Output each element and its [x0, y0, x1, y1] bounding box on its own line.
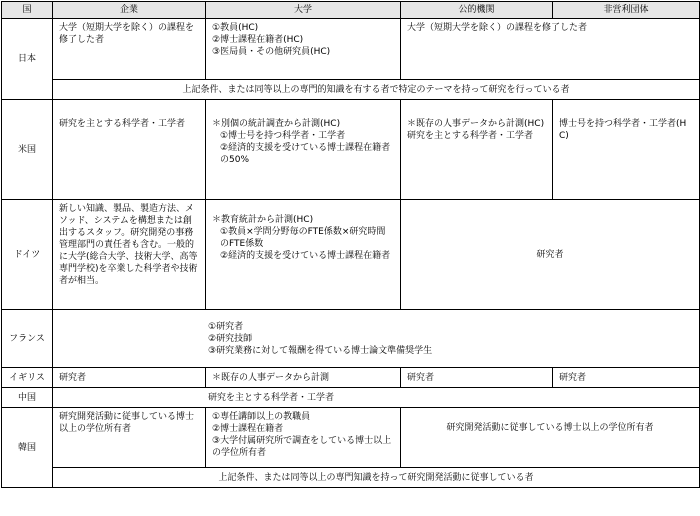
japan-public-npo: 大学（短期大学を除く）の課程を修了した者 [401, 19, 700, 80]
row-korea-note [2, 468, 700, 488]
germany-university-item: ①教員×学問分野毎のFTE係数×研究時間のFTE係数 [220, 227, 386, 249]
uk-company: 研究者 [53, 368, 206, 388]
usa-public [401, 100, 553, 200]
uk-public: 研究者 [401, 368, 553, 388]
usa-university [206, 100, 401, 200]
usa-university-item: ＊別個の統計調査から計測(HC) [212, 119, 341, 129]
country-china: 中国 [2, 388, 53, 408]
france-item: ①研究者 [208, 321, 244, 332]
row-japan [2, 19, 700, 80]
japan-university-item: ①教員(HC) [212, 23, 259, 33]
japan-university [206, 19, 401, 80]
korea-company: 研究開発活動に従事している博士以上の学位所有者 [53, 408, 206, 468]
germany-company: 新しい知識、製品、製造方法、メソッド、システムを構想または創出するスタッフ。研究開発の事務管理部門の責任者も含む。一般的に大学(総合大学、技術大学、高等専門学校)を卒業した科学者や技術者が相当。 [53, 200, 206, 310]
japan-company: 大学（短期大学を除く）の課程を修了した者 [53, 19, 206, 80]
row-japan-note [2, 80, 700, 100]
korea-university-item: ②博士課程在籍者 [212, 424, 284, 434]
japan-note: 上記条件、または同等以上の専門的知識を有する者で特定のテーマを持って研究を行っている者 [53, 80, 700, 100]
row-korea [2, 408, 700, 468]
germany-public-npo: 研究者 [401, 200, 700, 310]
usa-public-item: 研究を主とする科学者・工学者 [407, 131, 534, 141]
germany-university-item: ＊教育統計から計測(HC) [212, 215, 314, 225]
header-public: 公的機関 [401, 2, 553, 19]
france-item: ③研究業務に対して報酬を得ている博士論文準備奨学生 [208, 345, 433, 356]
usa-company: 研究を主とする科学者・工学者 [53, 100, 206, 200]
korea-public-npo: 研究開発活動に従事している博士以上の学位所有者 [401, 408, 700, 468]
header-university: 大学 [206, 2, 401, 19]
country-japan: 日本 [2, 19, 53, 100]
researcher-definition-table [1, 1, 700, 488]
header-row [2, 2, 700, 19]
usa-university-item: ②経済的支援を受けている博士課程在籍者の50% [220, 143, 391, 165]
japan-university-item: ③医局員・その他研究員(HC) [212, 47, 331, 57]
country-korea: 韓国 [2, 408, 53, 488]
header-company: 企業 [53, 2, 206, 19]
header-country: 国 [2, 2, 53, 19]
row-germany [2, 200, 700, 310]
country-france: フランス [2, 310, 53, 368]
korea-university [206, 408, 401, 468]
row-usa [2, 100, 700, 200]
header-npo: 非営利団体 [553, 2, 700, 19]
korea-university-item: ③大学付属研究所で調査をしている博士以上の学位所有者 [212, 436, 392, 458]
germany-university [206, 200, 401, 310]
uk-university: ＊既存の人事データから計測 [206, 368, 401, 388]
france-item: ②研究技師 [208, 333, 253, 344]
japan-university-item: ②博士課程在籍者(HC) [212, 35, 304, 45]
korea-university-item: ①専任講師以上の教職員 [212, 412, 311, 422]
country-germany: ドイツ [2, 200, 53, 310]
uk-npo: 研究者 [553, 368, 700, 388]
usa-university-item: ①博士号を持つ科学者・工学者 [220, 131, 346, 141]
country-usa: 米国 [2, 100, 53, 200]
row-uk [2, 368, 700, 388]
row-france [2, 310, 700, 368]
usa-public-item: ＊既存の人事データから計測(HC) [407, 119, 545, 129]
korea-note: 上記条件、または同等以上の専門知識を持って研究開発活動に従事している者 [53, 468, 700, 488]
germany-university-item: ②経済的支援を受けている博士課程在籍者 [220, 251, 391, 261]
row-china [2, 388, 700, 408]
france-all [53, 310, 700, 368]
country-uk: イギリス [2, 368, 53, 388]
china-all: 研究を主とする科学者・工学者 [53, 388, 700, 408]
usa-npo: 博士号を持つ科学者・工学者(HC) [553, 100, 700, 200]
